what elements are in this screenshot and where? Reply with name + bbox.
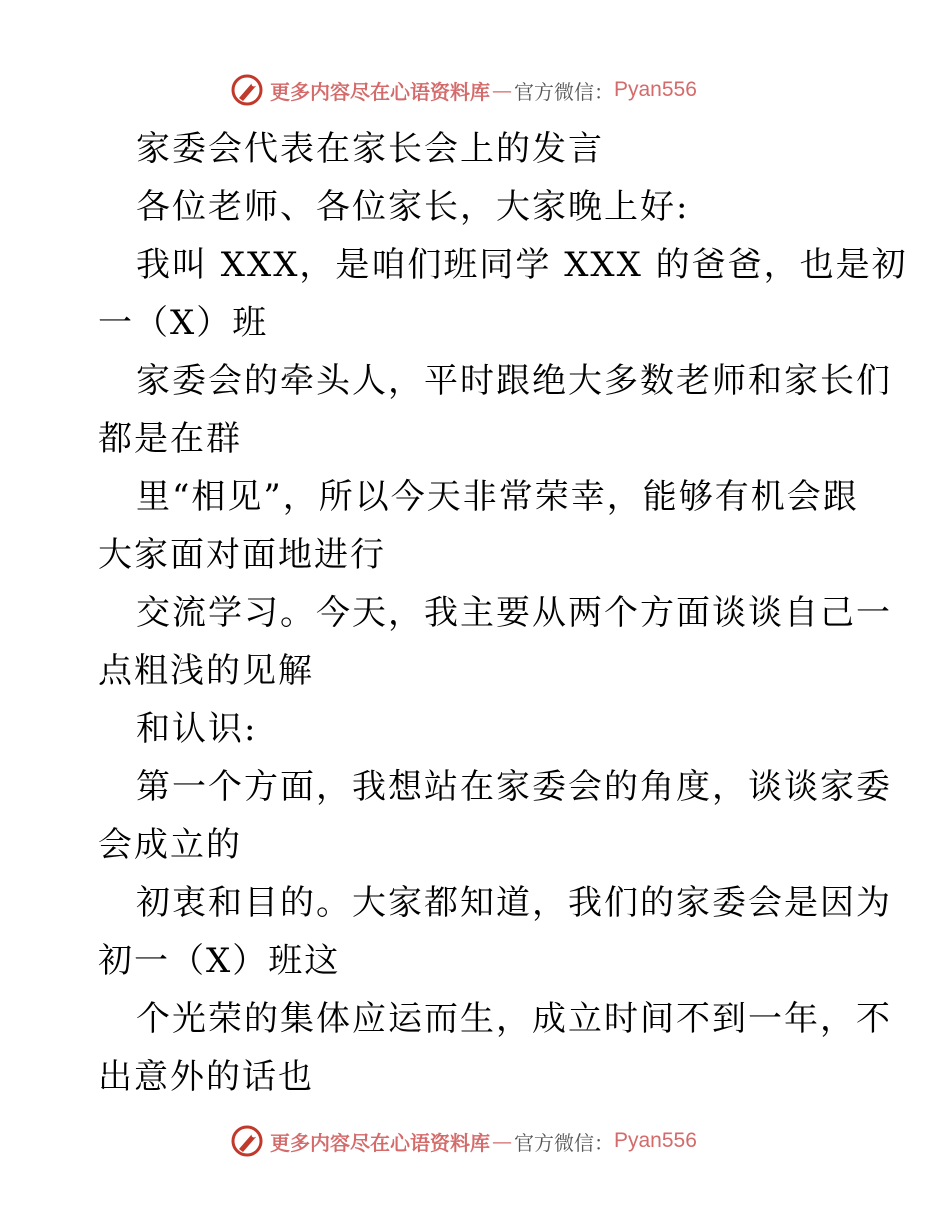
watermark-wechat-id: Pyan556 bbox=[614, 1129, 697, 1152]
watermark-dash: — bbox=[492, 78, 512, 102]
text-line: 第一个方面，我想站在家委会的角度，谈谈家委 bbox=[136, 767, 892, 807]
text-line: 一（X）班 bbox=[98, 303, 269, 343]
text-line: 交流学习。今天，我主要从两个方面谈谈自己一 bbox=[136, 593, 892, 633]
pen-logo-icon bbox=[230, 73, 264, 107]
text-line: 大家面对面地进行 bbox=[98, 535, 386, 575]
watermark-site-text: 更多内容尽在心语资料库 bbox=[270, 1130, 490, 1155]
text-line: 点粗浅的见解 bbox=[98, 651, 314, 691]
text-line: 都是在群 bbox=[98, 419, 242, 459]
watermark-wechat-label: 官方微信： bbox=[514, 1130, 614, 1155]
document-body bbox=[98, 120, 908, 1106]
text-line: 初一（X）班这 bbox=[98, 941, 341, 981]
watermark-dash: — bbox=[492, 1129, 512, 1153]
watermark-wechat-label: 官方微信： bbox=[514, 79, 614, 104]
text-line: 个光荣的集体应运而生，成立时间不到一年，不 bbox=[136, 999, 892, 1039]
text-line: 里“相见”，所以今天非常荣幸，能够有机会跟 bbox=[136, 477, 859, 517]
watermark-wechat-id: Pyan556 bbox=[614, 78, 697, 101]
watermark-site-text: 更多内容尽在心语资料库 bbox=[270, 79, 490, 104]
text-line: 出意外的话也 bbox=[98, 1057, 314, 1097]
text-line: 家委会的牵头人，平时跟绝大多数老师和家长们 bbox=[136, 361, 892, 401]
header-watermark bbox=[230, 70, 697, 110]
text-line: 我叫 XXX，是咱们班同学 XXX 的爸爸，也是初 bbox=[136, 245, 908, 285]
text-line: 各位老师、各位家长，大家晚上好: bbox=[136, 187, 690, 227]
text-line: 会成立的 bbox=[98, 825, 242, 865]
footer-watermark bbox=[230, 1121, 697, 1161]
text-line: 和认识: bbox=[136, 709, 258, 749]
document-title: 家委会代表在家长会上的发言 bbox=[136, 129, 604, 169]
pen-logo-icon bbox=[230, 1124, 264, 1158]
text-line: 初衷和目的。大家都知道，我们的家委会是因为 bbox=[136, 883, 892, 923]
